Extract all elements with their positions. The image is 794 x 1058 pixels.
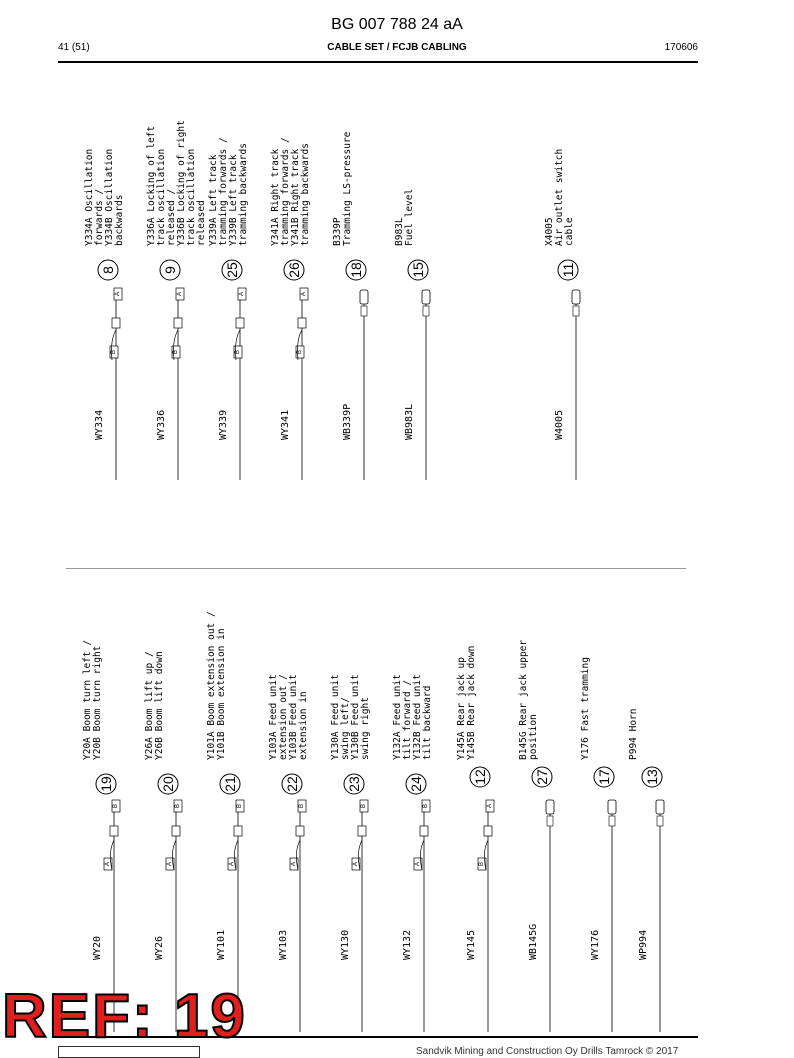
pin-label: B — [297, 349, 303, 355]
description-line: position — [528, 714, 539, 760]
cable-wy101 — [206, 611, 244, 1032]
description-line: released — [196, 200, 207, 246]
pin-label: A — [167, 861, 173, 867]
cable-tag: WB983L — [404, 403, 415, 440]
description-line: track oscillation — [156, 148, 167, 246]
description-line: Y26A Boom lift up / — [144, 651, 155, 760]
pin-label: A — [353, 861, 359, 867]
cable-wb339p — [332, 131, 368, 480]
callout-number: 11 — [560, 262, 576, 278]
cable-tag: WY336 — [156, 409, 167, 440]
section-title: CABLE SET / FCJB CABLING — [327, 42, 467, 53]
callout-number: 8 — [100, 266, 116, 274]
description-line: B145G Rear jack upper — [518, 639, 529, 760]
callout-number: 21 — [222, 776, 238, 792]
pin-label: B — [113, 803, 119, 809]
description-line: Y26B Boom lift down — [154, 651, 165, 760]
pin-label: A — [487, 803, 493, 809]
cable-tag: WY20 — [92, 935, 103, 960]
description-line: released / — [166, 188, 177, 246]
callout-number: 26 — [286, 262, 302, 278]
connector-body — [358, 826, 366, 836]
cable-tag: WB145G — [528, 923, 539, 960]
description-line: Y130A Feed unit — [330, 674, 341, 760]
description-line: Y132A Feed unit — [392, 674, 403, 760]
description-line: B983L — [394, 217, 405, 246]
description-line: Y336B Locking of right — [176, 120, 187, 246]
description-line: Y101A Boom extension out / — [206, 611, 217, 760]
description-line: swing right — [360, 697, 371, 760]
connector-sleeve — [361, 306, 367, 316]
sensor-connector — [360, 290, 368, 304]
description-line: forwards / — [94, 188, 105, 246]
document-title: BG 007 788 24 aA — [331, 16, 463, 33]
connector-body — [174, 318, 182, 328]
cable-wy20 — [82, 640, 120, 1032]
pin-label: A — [239, 291, 245, 297]
cable-wp994 — [628, 709, 664, 1032]
callout-number: 19 — [98, 776, 114, 792]
cable-wy132 — [392, 674, 433, 1032]
pin-label: B — [175, 803, 181, 809]
sensor-connector — [422, 290, 430, 304]
connector-body — [296, 826, 304, 836]
connector-sleeve — [573, 306, 579, 316]
page-number: 41 (51) — [58, 42, 90, 53]
description-line: tilt forward / — [402, 679, 413, 760]
description-line: Y336A Locking of left — [146, 125, 157, 246]
pin-label: A — [301, 291, 307, 297]
footer-copyright: Sandvik Mining and Construction Oy Drills Tamrock © 2017 — [416, 1046, 679, 1057]
description-line: Y132B Feed unit — [412, 674, 423, 760]
connector-sleeve — [423, 306, 429, 316]
connector-body — [110, 826, 118, 836]
callout-number: 20 — [160, 776, 176, 792]
description-line: Y101B Boom extension in — [216, 628, 227, 760]
connector-sleeve — [547, 816, 553, 826]
ref-stamp: REF: 19 — [2, 982, 247, 1051]
description-line: Air outlet switch — [554, 148, 565, 246]
cable-tag: WY339 — [218, 409, 229, 440]
description-line: Y145A Rear jack up — [456, 657, 467, 760]
pin-label: B — [235, 349, 241, 355]
description-line: Fuel level — [404, 188, 415, 246]
description-line: Y103A Feed unit — [268, 674, 279, 760]
callout-number: 9 — [162, 266, 178, 274]
pin-label: B — [479, 861, 485, 867]
pin-label: B — [111, 349, 117, 355]
description-line: Y145B Rear jack down — [466, 645, 477, 760]
description-line: tramming forwards / — [280, 137, 291, 246]
description-line: Y334B Oscillation — [104, 148, 115, 246]
sensor-connector — [656, 800, 664, 814]
cable-tag: WY101 — [216, 929, 227, 960]
cable-wy26 — [144, 651, 182, 1032]
pin-label: A — [115, 291, 121, 297]
cable-tag: WY130 — [340, 929, 351, 960]
cable-tag: WB339P — [342, 403, 353, 440]
description-line: Y341A Right track — [270, 148, 281, 246]
connector-body — [112, 318, 120, 328]
pin-label: A — [415, 861, 421, 867]
description-line: tramming forwards / — [218, 137, 229, 246]
cable-wy339 — [208, 137, 249, 480]
document-date: 170606 — [664, 42, 698, 53]
pin-label: A — [105, 861, 111, 867]
cable-wy130 — [330, 674, 371, 1032]
description-line: swing left/ — [340, 697, 351, 760]
cable-wy341 — [270, 137, 311, 480]
description-line: B339P — [332, 217, 343, 246]
callout-number: 17 — [596, 769, 612, 785]
pin-label: A — [229, 861, 235, 867]
connector-body — [420, 826, 428, 836]
connector-body — [234, 826, 242, 836]
callout-number: 27 — [534, 769, 550, 785]
connector-body — [298, 318, 306, 328]
description-line: cable — [564, 217, 575, 246]
pin-label: B — [361, 803, 367, 809]
description-line: Y339B Left track — [228, 154, 239, 246]
sensor-connector — [572, 290, 580, 304]
description-line: Y130B Feed unit — [350, 674, 361, 760]
cable-tag: WY26 — [154, 935, 165, 960]
cable-tag: WP994 — [638, 929, 649, 960]
callout-number: 22 — [284, 776, 300, 792]
callout-number: 24 — [408, 776, 424, 792]
description-line: Y334A Oscillation — [84, 148, 95, 246]
cable-tag: W4005 — [554, 409, 565, 440]
callout-number: 13 — [644, 769, 660, 785]
cable-wy334 — [84, 149, 125, 480]
description-line: Y20B Boom turn right — [92, 645, 103, 760]
connector-body — [172, 826, 180, 836]
connector-body — [484, 826, 492, 836]
description-line: extension in — [298, 691, 309, 760]
description-line: Y339A Left track — [208, 154, 219, 246]
description-line: Tramming LS-pressure — [342, 131, 353, 246]
callout-number: 18 — [348, 262, 364, 278]
description-line: Y176 Fast tramming — [580, 657, 591, 760]
cable-wb983l — [394, 189, 430, 480]
description-line: backwards — [114, 194, 125, 246]
cable-wy103 — [268, 674, 309, 1032]
cable-tag: WY176 — [590, 929, 601, 960]
sensor-connector — [608, 800, 616, 814]
cable-wy336 — [146, 120, 207, 480]
description-line: P994 Horn — [628, 708, 639, 760]
cable-tag: WY334 — [94, 409, 105, 440]
pin-label: A — [177, 291, 183, 297]
connector-body — [236, 318, 244, 328]
cable-tag: WY132 — [402, 929, 413, 960]
connector-sleeve — [657, 816, 663, 826]
description-line: Y20A Boom turn left / — [82, 639, 93, 760]
callout-number: 15 — [410, 262, 426, 278]
cable-wy145 — [456, 646, 494, 1032]
pin-label: B — [423, 803, 429, 809]
description-line: Y341B Right track — [290, 148, 301, 246]
description-line: tilt backward — [422, 685, 433, 760]
cable-tag: WY341 — [280, 409, 291, 440]
pin-label: A — [291, 861, 297, 867]
description-line: X4005 — [544, 217, 555, 246]
description-line: tramming backwards — [238, 143, 249, 246]
pin-label: B — [299, 803, 305, 809]
cable-tag: WY145 — [466, 929, 477, 960]
cable-w4005 — [544, 149, 580, 480]
callout-number: 23 — [346, 776, 362, 792]
cable-wb145g — [518, 640, 554, 1032]
description-line: tramming backwards — [300, 143, 311, 246]
callout-number: 25 — [224, 262, 240, 278]
description-line: Y103B Feed unit — [288, 674, 299, 760]
callout-number: 12 — [472, 769, 488, 785]
sensor-connector — [546, 800, 554, 814]
pin-label: B — [237, 803, 243, 809]
description-line: track oscillation — [186, 148, 197, 246]
cable-tag: WY103 — [278, 929, 289, 960]
connector-sleeve — [609, 816, 615, 826]
pin-label: B — [173, 349, 179, 355]
cable-wy176 — [580, 657, 616, 1032]
description-line: extension out / — [278, 674, 289, 760]
